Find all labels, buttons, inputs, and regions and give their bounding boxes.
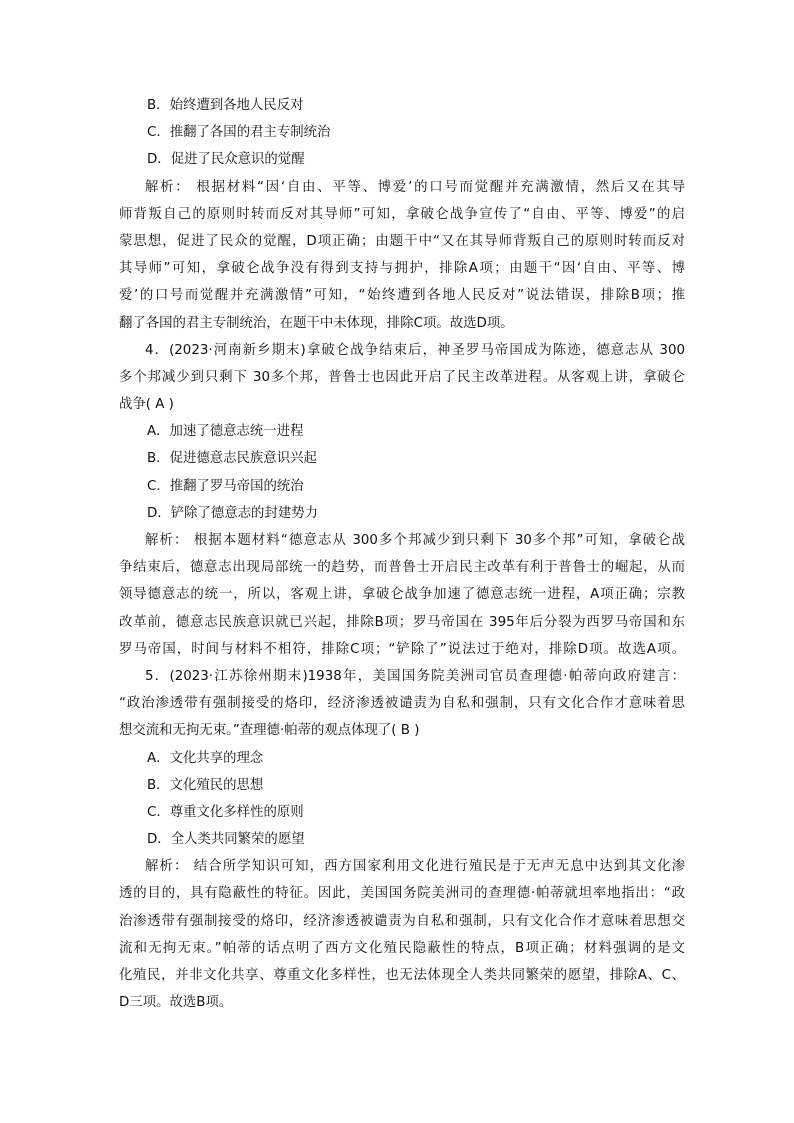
q5-analysis-line: D三项。故选B项。 [119, 995, 233, 1011]
q5-analysis-line: 治渗透带有强制接受的烙印，经济渗透被谴责为自私和强制，只有文化合作才意味着思想交 [119, 913, 685, 929]
q4-option-c: C．推翻了罗马帝国的统治 [147, 478, 304, 494]
q4-option-d: D．铲除了德意志的封建势力 [147, 505, 318, 521]
q5-stem-line: 想交流和无拘无束。”查理德·帕蒂的观点体现了( B ) [119, 723, 420, 739]
q3-analysis-line: 解析： 根据材料“因‘自由、平等、博爱’的口号而觉醒并充满激情，然后又在其导 [145, 179, 685, 195]
q4-analysis-line: 罗马帝国，时间与材料不相符，排除C项；“铲除了”说法过于绝对，排除D项。故选A项。 [119, 641, 685, 657]
q4-option-b: B．促进德意志民族意识兴起 [147, 451, 317, 467]
q3-analysis-line: 其导师”可知，拿破仑战争没有得到支持与拥护，排除A项；由题干“因‘自由、平等、博 [119, 261, 685, 277]
q3-option-c: C．推翻了各国的君主专制统治 [147, 125, 331, 141]
q5-analysis-line: 透的目的，具有隐蔽性的特征。因此，美国国务院美洲司的查理德·帕蒂就坦率地指出：“政 [119, 886, 685, 902]
q3-option-b: B．始终遭到各地人民反对 [147, 98, 304, 113]
q5-stem-line: “政治渗透带有强制接受的烙印，经济渗透被谴责为自私和强制，只有文化合作才意味着思 [119, 696, 685, 712]
q4-analysis-line: 解析： 根据本题材料“德意志从 300多个邦减少到只剩下 30多个邦”可知，拿破仑战 [145, 533, 685, 548]
q5-stem-line: 5．(2023·江苏徐州期末)1938年，美国国务院美洲司官员查理德·帕蒂向政府建言： [145, 668, 685, 684]
q3-analysis-line: 翻了各国的君主专制统治，在题干中未体现，排除C项。故选D项。 [119, 315, 514, 331]
q5-analysis-line: 化殖民，并非文化共享、尊重文化多样性，也无法体现全人类共同繁荣的愿望，排除A、C、 [119, 968, 685, 983]
q5-option-d: D．全人类共同繁荣的愿望 [147, 832, 305, 848]
q4-analysis-line: 改革前，德意志民族意识就已兴起，排除B项；罗马帝国在 395年后分裂为西罗马帝国和东 [119, 614, 685, 630]
q3-analysis-line: 蒙思想，促进了民众的觉醒，D项正确；由题干中“又在其导师背叛自己的原则时转而反对 [119, 233, 685, 249]
q5-option-b: B．文化殖民的思想 [147, 777, 264, 793]
q4-stem-line: 4．(2023·河南新乡期末)拿破仑战争结束后，神圣罗马帝国成为陈迹，德意志从 300 [145, 342, 685, 358]
q3-analysis-line: 爱’的口号而觉醒并充满激情”可知，“始终遭到各地人民反对”说法错误，排除B项；推 [119, 288, 685, 304]
document-body [119, 92, 685, 1016]
q5-analysis-line: 解析： 结合所学知识可知，西方国家利用文化进行殖民是于无声无息中达到其文化渗 [145, 859, 685, 875]
q4-stem-line: 战争( A ) [119, 397, 174, 413]
q4-analysis-line: 领导德意志的统一，所以，客观上讲，拿破仑战争加速了德意志统一进程，A项正确；宗教 [119, 587, 685, 603]
q4-option-a: A．加速了德意志统一进程 [147, 424, 304, 440]
q4-stem-line: 多个邦减少到只剩下 30多个邦，普鲁士也因此开启了民主改革进程。从客观上讲，拿破仑 [119, 369, 685, 385]
q3-analysis-line: 师背叛自己的原则时转而反对其导师”可知，拿破仑战争宣传了“自由、平等、博爱”的启 [119, 206, 685, 222]
q4-analysis-line: 争结束后，德意志出现局部统一的趋势，而普鲁士开启民主改革有利于普鲁士的崛起，从而 [119, 560, 685, 576]
q5-option-a: A．文化共享的理念 [147, 750, 264, 766]
q5-option-c: C．尊重文化多样性的原则 [147, 804, 304, 820]
q5-analysis-line: 流和无拘无束。”帕蒂的话点明了西方文化殖民隐蔽性的特点，B项正确；材料强调的是文 [119, 940, 685, 956]
q3-option-d: D．促进了民众意识的觉醒 [147, 152, 305, 168]
